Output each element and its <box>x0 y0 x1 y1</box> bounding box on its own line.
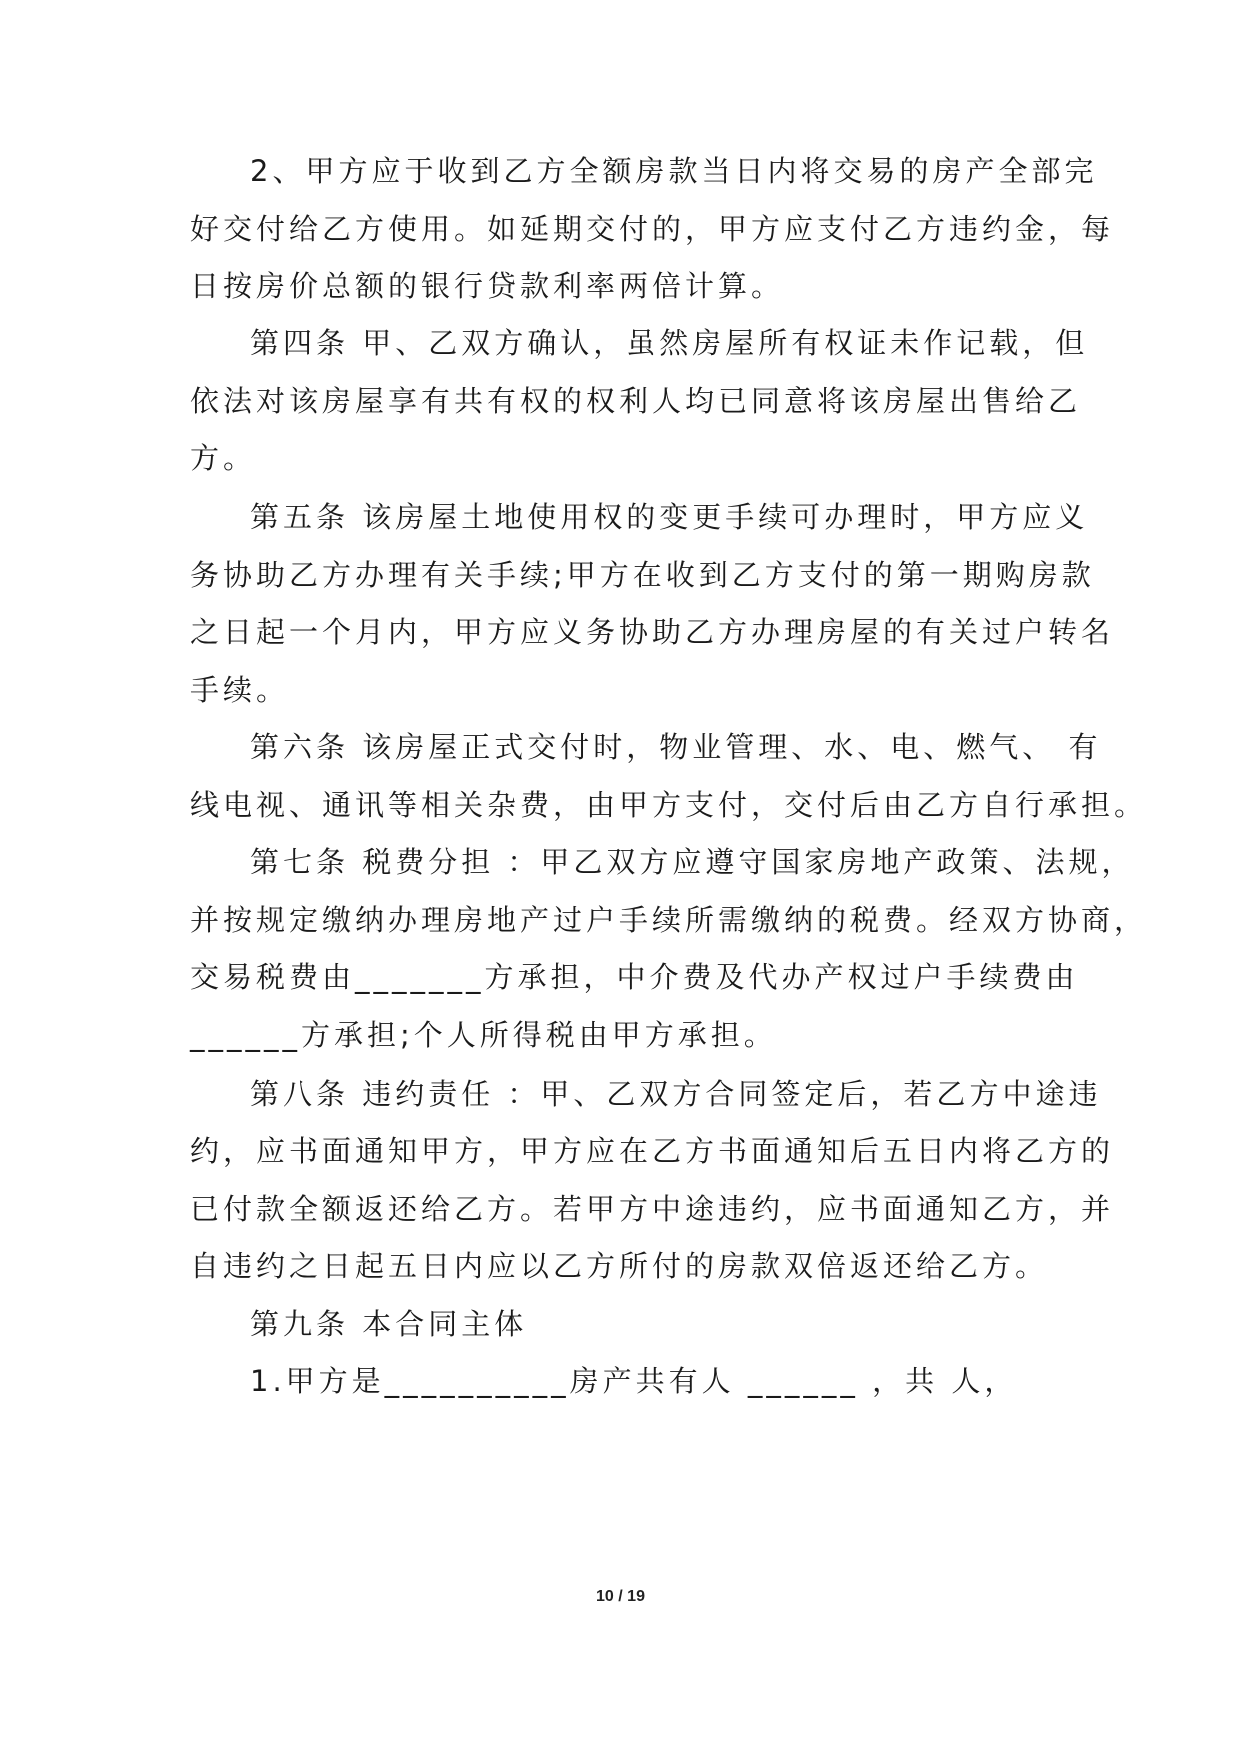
page-number: 10 / 19 <box>596 1588 645 1605</box>
paragraph-line: 日按房价总额的银行贷款利率两倍计算。 <box>190 269 785 303</box>
paragraph-line: 约，应书面通知甲方，甲方应在乙方书面通知后五日内将乙方的 <box>190 1134 1115 1168</box>
paragraph-line: 1.甲方是__________房产共有人 ______ ，共 人， <box>250 1364 1018 1398</box>
paragraph-line: 手续。 <box>190 673 290 707</box>
paragraph-line: 并按规定缴纳办理房地产过户手续所需缴纳的税费。经双方协商， <box>190 903 1148 937</box>
paragraph-line: 2、甲方应于收到乙方全额房款当日内将交易的房产全部完 <box>250 154 1098 188</box>
paragraph-line: 第六条 该房屋正式交付时，物业管理、水、电、燃气、 有 <box>250 730 1102 764</box>
paragraph-line: 交易税费由_______方承担，中介费及代办产权过户手续费由 <box>190 960 1079 994</box>
paragraph-line: 之日起一个月内，甲方应义务协助乙方办理房屋的有关过户转名 <box>190 615 1115 649</box>
paragraph-line: 自违约之日起五日内应以乙方所付的房款双倍返还给乙方。 <box>190 1249 1049 1283</box>
paragraph-line: 务协助乙方办理有关手续;甲方在收到乙方支付的第一期购房款 <box>190 558 1095 592</box>
paragraph-line: 第七条 税费分担 ：甲乙双方应遵守国家房地产政策、法规， <box>250 845 1135 879</box>
paragraph-line: 第四条 甲、乙双方确认，虽然房屋所有权证未作记载，但 <box>250 326 1089 360</box>
paragraph-line: 方。 <box>190 441 257 475</box>
paragraph-line: 依法对该房屋享有共有权的权利人均已同意将该房屋出售给乙 <box>190 384 1082 418</box>
paragraph-line: 线电视、通讯等相关杂费，由甲方支付，交付后由乙方自行承担。 <box>190 788 1148 822</box>
paragraph-line: ______方承担;个人所得税由甲方承担。 <box>190 1018 777 1052</box>
paragraph-line: 已付款全额返还给乙方。若甲方中途违约，应书面通知乙方，并 <box>190 1192 1115 1226</box>
paragraph-line: 好交付给乙方使用。如延期交付的，甲方应支付乙方违约金，每 <box>190 212 1115 246</box>
paragraph-line: 第五条 该房屋土地使用权的变更手续可办理时，甲方应义 <box>250 500 1089 534</box>
paragraph-line: 第九条 本合同主体 <box>250 1307 528 1341</box>
paragraph-line: 第八条 违约责任 ：甲、乙双方合同签定后，若乙方中途违 <box>250 1077 1102 1111</box>
